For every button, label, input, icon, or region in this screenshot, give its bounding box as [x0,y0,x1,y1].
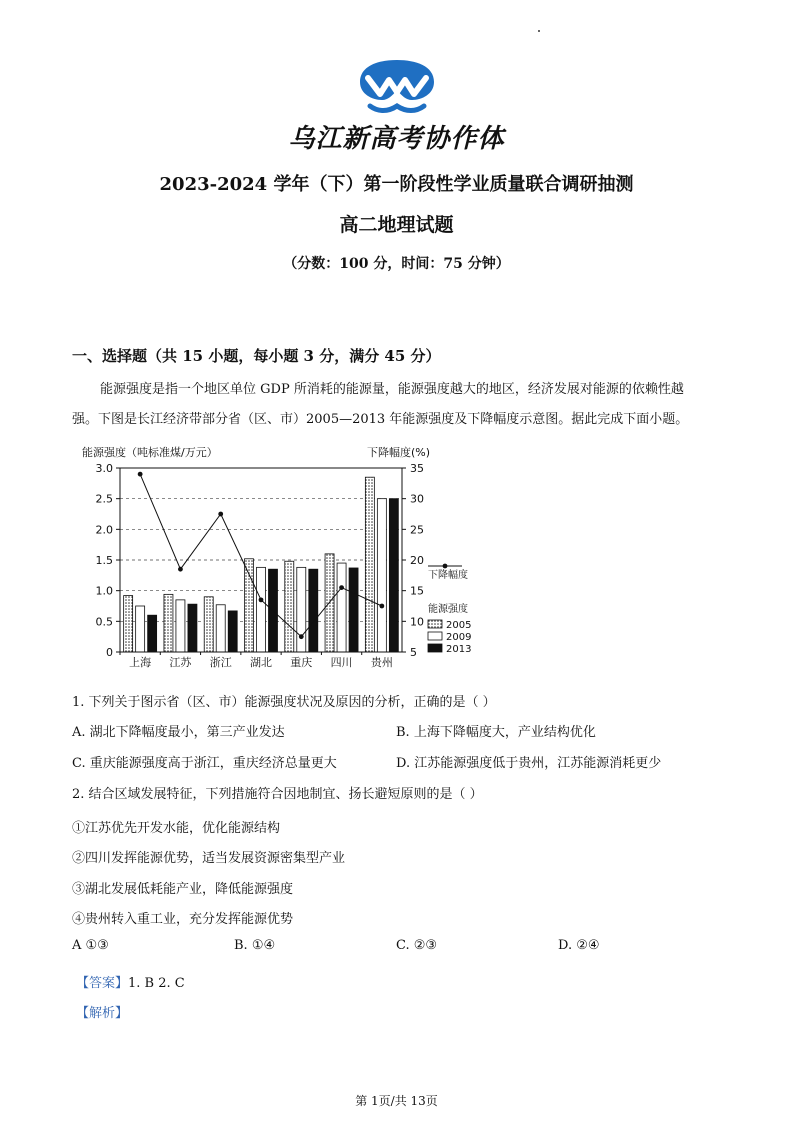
right-axis-title: 下降幅度(%) [366,446,430,459]
section-heading: 一、选择题（共 15 小题，每小题 3 分，满分 45 分） [72,347,441,365]
q1-option-c[interactable]: C. 重庆能源强度高于浙江，重庆经济总量更大 [72,756,337,771]
q1-option-a[interactable]: A. 湖北下降幅度最小，第三产业发达 [72,725,285,740]
q2-statement-3: ③湖北发展低耗能产业，降低能源强度 [72,882,294,897]
bar-2009-重庆 [297,567,306,652]
q2-statement-4: ④贵州转入重工业，充分发挥能源优势 [72,912,294,927]
decline-point [259,597,264,602]
energy-intensity-chart [80,440,480,670]
answer-text: 1. B 2. C [128,976,185,991]
bar-2009-贵州 [377,499,386,652]
bar-2005-重庆 [285,561,294,652]
legend-line-label: 下降幅度 [428,570,468,581]
right-tick-label: 15 [410,584,424,598]
q2-option-d[interactable]: D. ②④ [558,938,600,953]
q2-option-a[interactable]: A ①③ [72,938,109,953]
right-tick-label: 30 [410,492,424,506]
bar-2005-浙江 [204,597,213,652]
bar-2009-浙江 [216,605,225,652]
category-label: 重庆 [290,656,313,669]
left-axis-title: 能源强度（吨标准煤/万元） [82,446,218,459]
category-label: 湖北 [250,656,272,669]
q1-option-d[interactable]: D. 江苏能源强度低于贵州，江苏能源消耗更少 [396,756,662,771]
bar-2005-湖北 [245,559,254,652]
q1-option-b[interactable]: B. 上海下降幅度大，产业结构优化 [396,725,596,740]
bar-2005-江苏 [164,594,173,652]
decline-point [339,585,344,590]
category-label: 贵州 [370,656,393,669]
q2-statement-1: ①江苏优先开发水能，优化能源结构 [72,821,281,836]
bar-2009-江苏 [176,600,185,652]
logo-text: 乌江新高考协作体 [288,124,505,154]
left-tick-label: 1.5 [95,554,113,567]
decline-point [138,472,143,477]
bar-2009-四川 [337,563,346,652]
bar-2013-贵州 [389,499,398,652]
q1-stem: 1. 下列关于图示省（区、市）能源强度状况及原因的分析，正确的是（ ） [72,695,496,710]
legend-swatch-2013 [428,644,442,652]
left-tick-label: 0 [106,646,113,659]
decline-point [218,512,223,517]
right-tick-label: 5 [410,646,417,659]
left-tick-label: 2.0 [95,523,113,537]
legend-swatch-2009 [428,632,442,640]
subject-title: 高二地理试题 [339,214,454,236]
answer-label: 【答案】 [76,976,129,991]
decline-point [178,567,183,572]
left-tick-label: 1.0 [95,584,113,598]
q2-statement-2: ②四川发挥能源优势，适当发展资源密集型产业 [72,851,346,866]
analysis-label: 【解析】 [76,1006,129,1021]
legend-label-2013: 2013 [446,644,472,655]
legend-label-2005: 2005 [446,620,472,631]
q2-stem: 2. 结合区域发展特征，下列措施符合因地制宜、扬长避短原则的是（ ） [72,787,483,802]
decline-point [299,634,304,639]
bar-2009-湖北 [257,567,266,652]
left-tick-label: 2.5 [95,492,113,506]
right-tick-label: 10 [410,615,424,629]
score-time: （分数：100 分，时间：75 分钟） [283,256,510,272]
category-label: 上海 [129,656,152,669]
bar-2013-浙江 [228,611,237,652]
category-label: 浙江 [209,656,232,669]
bar-2013-江苏 [188,604,197,652]
legend-bar-title: 能源强度 [428,604,468,615]
right-tick-label: 35 [410,462,424,475]
answer-row [76,972,185,991]
corner-dot [538,30,540,32]
page-footer: 第 1页/共 13页 [355,1094,438,1108]
intro-paragraph-line1: 能源强度是指一个地区单位 GDP 所消耗的能源量，能源强度越大的地区，经济发展对能源的依赖性越 [100,382,684,397]
legend-swatch-2005 [428,620,442,628]
legend-line-marker [443,564,448,569]
intro-paragraph-line2: 强。下图是长江经济带部分省（区、市）2005—2013 年能源强度及下降幅度示意图。据此完成下面小题。 [72,412,689,427]
legend-label-2009: 2009 [446,632,472,643]
bar-2005-上海 [124,596,133,652]
bar-2009-上海 [136,606,145,652]
q2-option-c[interactable]: C. ②③ [396,938,438,953]
bar-2005-贵州 [365,477,374,652]
decline-point [379,604,384,609]
category-label: 四川 [330,656,353,669]
right-tick-label: 25 [410,523,424,537]
bar-2013-上海 [148,615,157,652]
category-label: 江苏 [169,656,192,669]
q2-option-b[interactable]: B. ①④ [234,938,276,953]
bar-2013-四川 [349,568,358,652]
logo-icon [356,60,438,116]
exam-title: 2023-2024 学年（下）第一阶段性学业质量联合调研抽测 [159,174,634,195]
right-tick-label: 20 [410,554,424,567]
left-tick-label: 3.0 [95,462,113,475]
left-tick-label: 0.5 [95,615,113,629]
bar-2013-重庆 [309,569,318,652]
